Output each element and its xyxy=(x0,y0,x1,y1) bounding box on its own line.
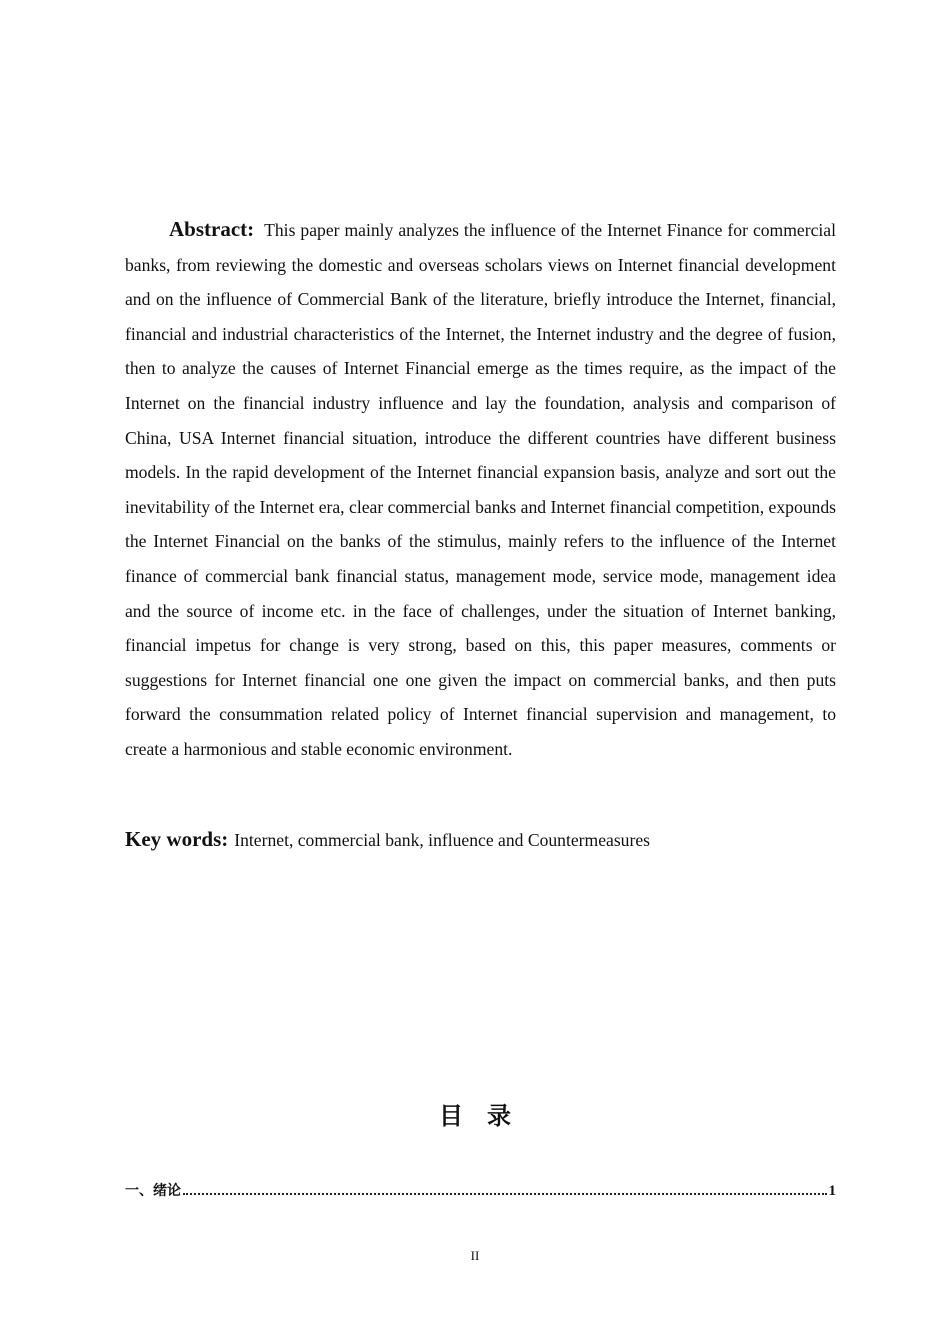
keywords-line xyxy=(125,822,836,857)
toc-entry-label: 一、绪论 xyxy=(125,1183,181,1199)
toc-title: 目录 xyxy=(439,1102,535,1130)
toc-dot-leader xyxy=(183,1193,827,1195)
abstract-paragraph xyxy=(125,212,836,767)
keywords-text: Internet, commercial bank, influence and Countermeasures xyxy=(234,830,650,850)
abstract-label: Abstract: xyxy=(169,217,255,241)
page-number: II xyxy=(470,1248,480,1263)
toc-entry-page: 1 xyxy=(828,1183,836,1199)
abstract-text: This paper mainly analyzes the influence of the Internet Finance for commercial banks, from reviewing the domestic and overseas scholars views on Internet financial development and on the influence of Commercial Bank of the literature, briefly introduce the Internet, financial, financial and industrial characteristics of the Internet, the Internet industry and the degree of fusion, then to analyze the causes of Internet Financial emerge as the times require, as the impact of the Internet on the financial industry influence and lay the foundation, analysis and comparison of China, USA Internet financial situation, introduce the different countries have different business models. In the rapid development of the Internet financial expansion basis, analyze and sort out the inevitability of the Internet era, clear commercial banks and Internet financial competition, expounds the Internet Financial on the banks of the stimulus, mainly refers to the influence of the Internet finance of commercial bank financial status, management mode, service mode, management idea and the source of income etc. in the face of challenges, under the situation of Internet banking, financial impetus for change is very strong, based on this, this paper measures, comments or suggestions for Internet financial one one given the impact on commercial banks, and then puts forward the consummation related policy of Internet financial supervision and management, to create a harmonious and stable economic environment. xyxy=(125,220,836,759)
keywords-label: Key words: xyxy=(125,827,229,851)
toc-entry[interactable] xyxy=(125,1180,836,1200)
